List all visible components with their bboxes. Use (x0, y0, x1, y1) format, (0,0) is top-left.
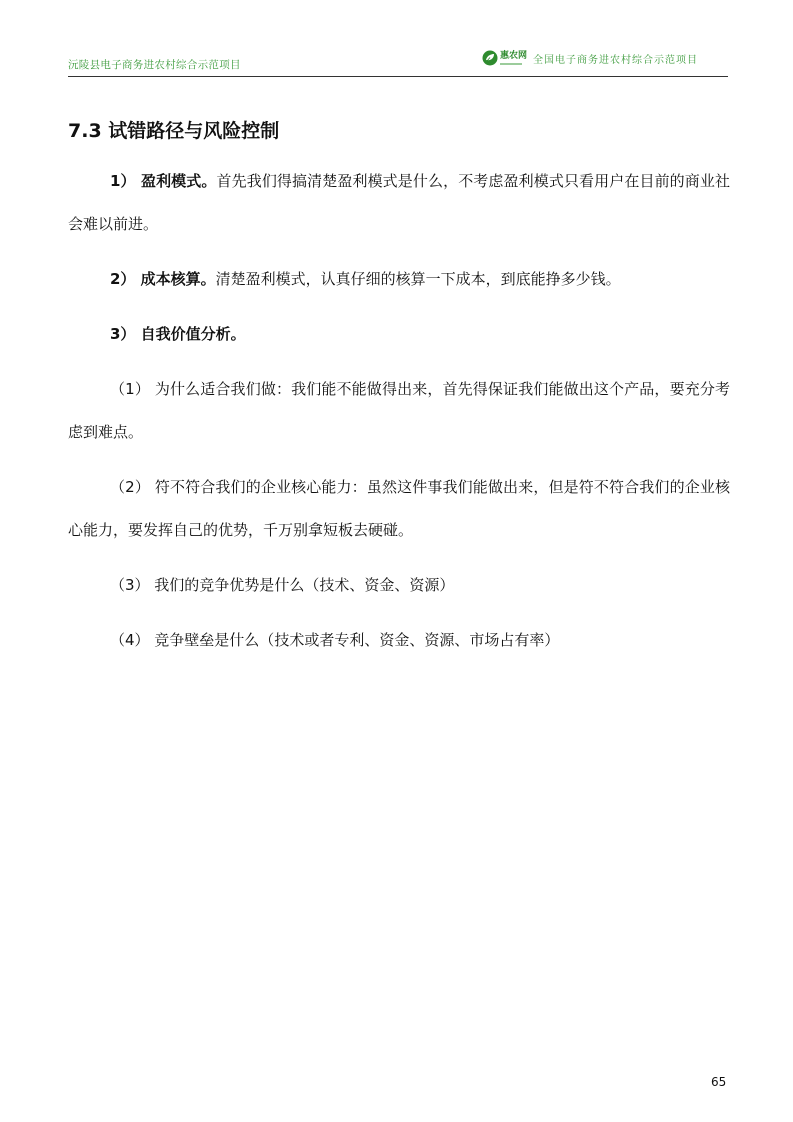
list-item: （4） 竞争壁垒是什么（技术或者专利、资金、资源、市场占有率） (110, 631, 560, 649)
header-brand (482, 50, 698, 66)
brand-logo (482, 50, 527, 66)
leaf-logo-icon (482, 50, 498, 66)
page-number: 65 (711, 1075, 727, 1089)
list-item: （1） 为什么适合我们做：我们能不能做得出来，首先得保证我们能做出这个产品，要充分考虑到难点。 (68, 380, 730, 441)
paragraph-profit-model (68, 160, 730, 246)
list-item: （2） 符不符合我们的企业核心能力：虽然这件事我们能做出来，但是符不符合我们的企业核心能力，要发挥自己的优势，千万别拿短板去硬碰。 (68, 478, 730, 539)
list-item: （3） 我们的竞争优势是什么（技术、资金、资源） (110, 576, 455, 594)
logo-underline (500, 63, 522, 65)
header-project-name: 沅陵县电子商务进农村综合示范项目 (68, 59, 241, 71)
page-header (68, 48, 728, 77)
paragraph-label: 3） 自我价值分析。 (110, 325, 246, 343)
paragraph-label: 1） 盈利模式。 (110, 172, 217, 190)
section-title: 7.3 试错路径与风险控制 (68, 120, 280, 142)
body-content (68, 160, 730, 674)
paragraph-cost-accounting (68, 258, 730, 301)
header-program-title: 全国电子商务进农村综合示范项目 (533, 54, 698, 66)
paragraph-text: 首先我们得搞清楚盈利模式是什么，不考虑盈利模式只看用户在目前的商业社会难以前进。 (68, 172, 730, 233)
logo-name: 惠农网 (499, 50, 527, 61)
paragraph-self-value (68, 313, 730, 356)
paragraph-label: 2） 成本核算。 (110, 270, 216, 288)
paragraph-text: 清楚盈利模式，认真仔细的核算一下成本，到底能挣多少钱。 (215, 270, 621, 288)
